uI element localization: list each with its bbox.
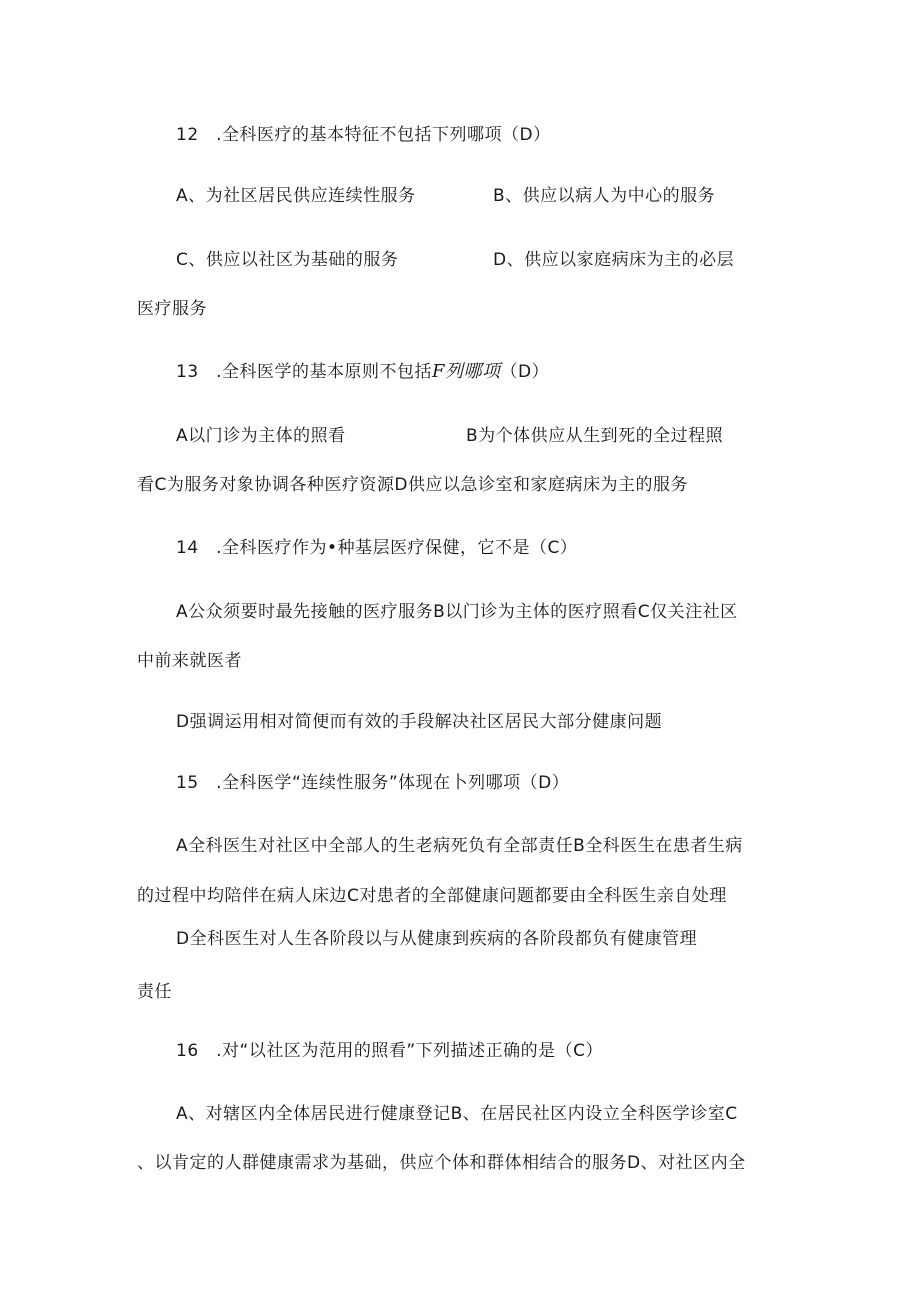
q15-stem: 15 .全科医学“连续性服务”体现在卜列哪项（D） bbox=[176, 773, 570, 793]
q15-options-line-1: A全科医生对社区中全部人的生老病死负有全部责任B全科医生在患者生病 bbox=[176, 836, 743, 856]
q13-stem bbox=[176, 360, 549, 384]
q14-options-line-3: D强调运用相对简便而有效的手段解决社区居民大部分健康问题 bbox=[176, 712, 663, 732]
q14-options-line-2: 中前来就医者 bbox=[137, 651, 242, 671]
q12-option-c: C、供应以社区为基础的服务 bbox=[176, 250, 399, 270]
q12-option-a: A、为社区居民供应连续性服务 bbox=[176, 186, 416, 206]
q15-options-line-2: 的过程中均陪伴在病人床边C对患者的全部健康问题都要由全科医生亲自处理 bbox=[137, 886, 727, 906]
q13-options-line: 看C为服务对象协调各种医疗资源D供应以急诊室和家庭病床为主的服务 bbox=[137, 475, 688, 495]
q13-stem-prefix: 13 .全科医学的基本原则不包括 bbox=[176, 362, 433, 382]
q12-stem: 12 .全科医疗的基本特征不包括下列哪项（D） bbox=[176, 125, 551, 145]
q13-stem-answer: （D） bbox=[500, 362, 550, 382]
q12-option-d: D、供应以家庭病床为主的必层 bbox=[493, 250, 735, 270]
q13-option-b: B为个体供应从生到死的全过程照 bbox=[466, 426, 724, 446]
q15-options-line-4: 责任 bbox=[137, 982, 172, 1002]
q16-options-line-1: A、对辖区内全体居民进行健康登记B、在居民社区内设立全科医学诊室C bbox=[176, 1104, 738, 1124]
q14-options-line-1: A公众须要时最先接触的医疗服务B以门诊为主体的医疗照看C仅关注社区 bbox=[176, 602, 738, 622]
q12-option-d-continued: 医疗服务 bbox=[137, 299, 207, 319]
q15-options-line-3: D全科医生对人生各阶段以与从健康到疾病的各阶段都负有健康管理 bbox=[176, 929, 698, 949]
q16-stem: 16 .对“以社区为范用的照看”下列描述正确的是（C） bbox=[176, 1041, 604, 1061]
q14-stem: 14 .全科医疗作为•种基层医疗保健，它不是（C） bbox=[176, 538, 578, 558]
q12-option-b: B、供应以病人为中心的服务 bbox=[493, 186, 716, 206]
q16-options-line-2: 、以肯定的人群健康需求为基础，供应个体和群体相结合的服务D、对社区内全 bbox=[137, 1153, 746, 1173]
q13-stem-italic: F列哪项 bbox=[432, 361, 501, 382]
q13-option-a: A以门诊为主体的照看 bbox=[176, 426, 346, 446]
